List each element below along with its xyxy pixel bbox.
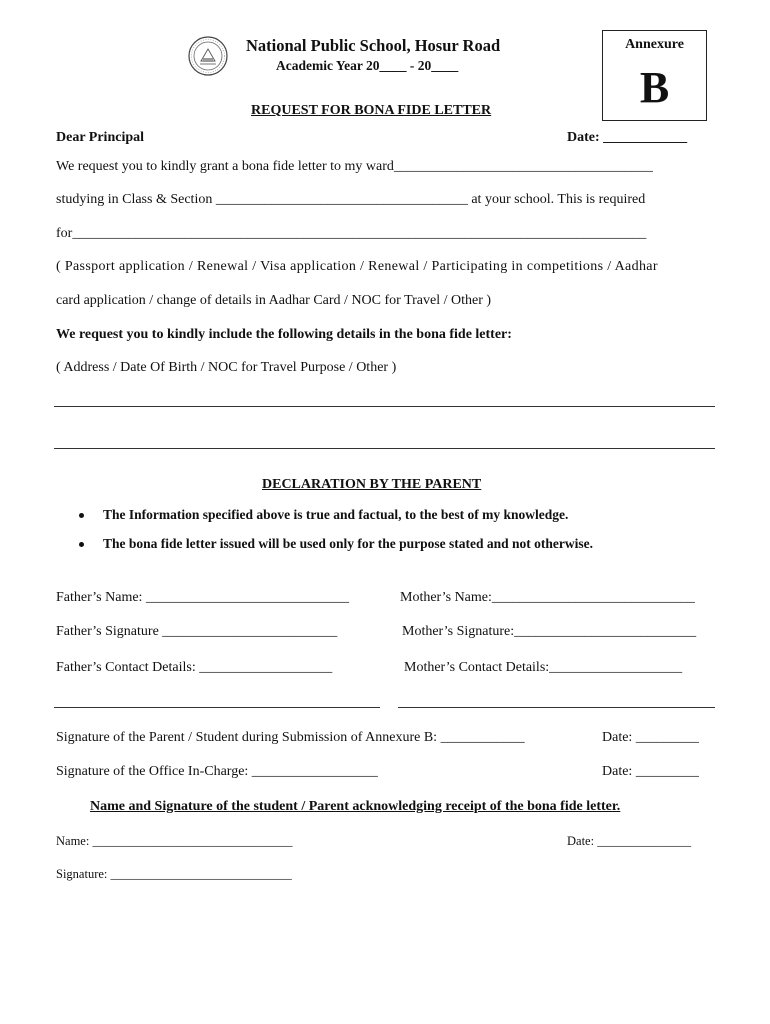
submission-date-2[interactable]: Date: _________ xyxy=(602,764,699,779)
mother-extra-line[interactable] xyxy=(398,707,715,708)
salutation: Dear Principal xyxy=(56,130,145,145)
father-contact-field[interactable]: Father’s Contact Details: ___________________ xyxy=(56,660,333,675)
class-section-line[interactable]: studying in Class & Section ____________________________________ at your school. This is required xyxy=(56,192,646,207)
parent-submission-signature[interactable]: Signature of the Parent / Student during Submission of Annexure B: ____________ xyxy=(56,730,525,745)
ward-name-line[interactable]: We request you to kindly grant a bona fide letter to my ward_____________________________________ xyxy=(56,159,653,174)
father-name-field[interactable]: Father’s Name: _____________________________ xyxy=(56,590,349,605)
father-signature-field[interactable]: Father’s Signature _________________________ xyxy=(56,624,338,639)
acknowledgement-title: Name and Signature of the student / Parent acknowledging receipt of the bona fide letter. xyxy=(90,799,621,814)
details-blank-line-1[interactable] xyxy=(54,406,715,407)
declaration-point-1: The Information specified above is true and factual, to the best of my knowledge. xyxy=(103,507,569,522)
school-logo xyxy=(188,36,228,76)
details-options: ( Address / Date Of Birth / NOC for Travel Purpose / Other ) xyxy=(56,360,397,375)
submission-date-1[interactable]: Date: _________ xyxy=(602,730,699,745)
annexure-letter: B xyxy=(639,63,670,112)
annexure-box xyxy=(602,30,707,121)
details-request: We request you to kindly include the following details in the bona fide letter: xyxy=(56,327,512,342)
school-crest-icon xyxy=(188,36,228,76)
purposes-list-line2: card application / change of details in Aadhar Card / NOC for Travel / Other ) xyxy=(56,293,492,308)
ack-signature-field[interactable]: Signature: _____________________________ xyxy=(56,867,292,881)
annexure-label: Annexure xyxy=(625,37,684,52)
ack-date-field[interactable]: Date: _______________ xyxy=(567,834,691,848)
bullet-icon xyxy=(79,513,84,518)
purpose-line[interactable]: for__________________________________________________________________________________ xyxy=(56,226,647,241)
mother-signature-field[interactable]: Mother’s Signature:__________________________ xyxy=(402,624,697,639)
school-name: National Public School, Hosur Road xyxy=(246,36,501,55)
form-title: REQUEST FOR BONA FIDE LETTER xyxy=(251,103,492,118)
father-extra-line[interactable] xyxy=(54,707,380,708)
mother-name-field[interactable]: Mother’s Name:_____________________________ xyxy=(400,590,695,605)
declaration-point-2: The bona fide letter issued will be used only for the purpose stated and not otherwise. xyxy=(103,536,594,551)
details-blank-line-2[interactable] xyxy=(54,448,715,449)
declaration-title: DECLARATION BY THE PARENT xyxy=(262,477,482,492)
office-incharge-signature[interactable]: Signature of the Office In-Charge: __________________ xyxy=(56,764,378,779)
bullet-icon xyxy=(79,542,84,547)
ack-name-field[interactable]: Name: ________________________________ xyxy=(56,834,293,848)
purposes-list-line1: ( Passport application / Renewal / Visa application / Renewal / Participating in competitions / Aadhar xyxy=(56,259,658,274)
date-field[interactable]: Date: ____________ xyxy=(567,130,688,145)
academic-year: Academic Year 20____ - 20____ xyxy=(276,58,459,73)
mother-contact-field[interactable]: Mother’s Contact Details:___________________ xyxy=(404,660,683,675)
